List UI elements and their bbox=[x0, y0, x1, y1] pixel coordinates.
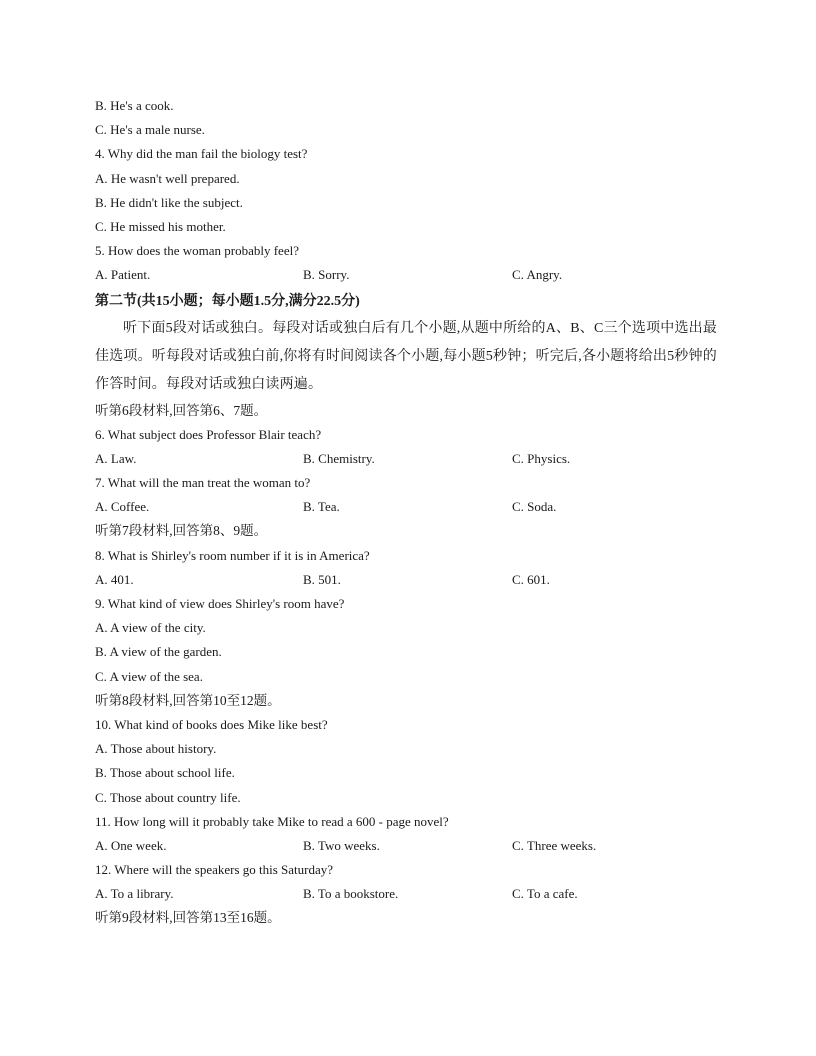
q9-question: 9. What kind of view does Shirley's room have? bbox=[95, 596, 345, 611]
q6-question: 6. What subject does Professor Blair teach? bbox=[95, 426, 322, 442]
material-7-heading: 听第7段材料,回答第8、9题。 bbox=[95, 523, 268, 539]
q7-option-c: C. Soda. bbox=[512, 499, 557, 515]
q5-option-a: A. Patient. bbox=[95, 267, 151, 283]
exam-page bbox=[95, 94, 725, 931]
q4-option-a: A. He wasn't well prepared. bbox=[95, 170, 240, 186]
q5-option-b: B. Sorry. bbox=[303, 267, 350, 283]
q12-option-c: C. To a cafe. bbox=[512, 886, 578, 902]
q11-question: 11. How long will it probably take Mike to read a 600 - page novel? bbox=[95, 813, 449, 829]
q5-option-c: C. Angry. bbox=[512, 267, 563, 283]
q5-options bbox=[95, 263, 725, 287]
q11-options bbox=[95, 834, 725, 858]
q8-option-c: C. 601. bbox=[512, 571, 550, 587]
q10-option-c: C. Those about country life. bbox=[95, 789, 241, 805]
section-title: 第二节(共15小题；每小题1.5分,满分22.5分) bbox=[95, 293, 360, 309]
q4-option-c: C. He missed his mother. bbox=[95, 218, 226, 234]
q5-question: 5. How does the woman probably feel? bbox=[95, 243, 299, 259]
q11-option-b: B. Two weeks. bbox=[303, 837, 380, 853]
q12-option-b: B. To a bookstore. bbox=[303, 886, 399, 902]
material-8-heading: 听第8段材料,回答第10至12题。 bbox=[95, 692, 281, 708]
q11-option-c: C. Three weeks. bbox=[512, 837, 597, 853]
q7-question: 7. What will the man treat the woman to? bbox=[95, 475, 311, 491]
q6-options bbox=[95, 447, 725, 471]
q8-options bbox=[95, 568, 725, 592]
q10-question: 10. What kind of books does Mike like best? bbox=[95, 716, 328, 732]
q12-options bbox=[95, 882, 725, 906]
q3-option-b: B. He's a cook. bbox=[95, 98, 174, 113]
q6-option-c: C. Physics. bbox=[512, 450, 571, 466]
q9-option-a: A. A view of the city. bbox=[95, 620, 206, 636]
q12-option-a: A. To a library. bbox=[95, 886, 174, 902]
q6-option-b: B. Chemistry. bbox=[303, 450, 375, 466]
q4-question: 4. Why did the man fail the biology test? bbox=[95, 146, 308, 162]
q10-option-b: B. Those about school life. bbox=[95, 765, 235, 781]
q7-option-b: B. Tea. bbox=[303, 499, 340, 515]
q8-option-a: A. 401. bbox=[95, 571, 134, 587]
q4-option-b: B. He didn't like the subject. bbox=[95, 194, 243, 210]
q8-option-b: B. 501. bbox=[303, 571, 341, 587]
q7-options bbox=[95, 495, 725, 519]
q7-option-a: A. Coffee. bbox=[95, 499, 150, 515]
material-9-heading: 听第9段材料,回答第13至16题。 bbox=[95, 910, 281, 926]
q6-option-a: A. Law. bbox=[95, 450, 137, 466]
q10-option-a: A. Those about history. bbox=[95, 741, 217, 757]
q3-option-c: C. He's a male nurse. bbox=[95, 122, 205, 138]
section-instructions: 听下面5段对话或独白。每段对话或独白后有几个小题,从题中所给的A、B、C三个选项中选出最佳选项。听每段对话或独白前,你将有时间阅读各个小题,每小题5秒钟；听完后,各小题将给出5秒钟的作答时间。每段对话或独白读两遍。 bbox=[95, 320, 718, 392]
q9-option-c: C. A view of the sea. bbox=[95, 668, 203, 684]
q12-question: 12. Where will the speakers go this Saturday? bbox=[95, 862, 334, 878]
material-6-heading: 听第6段材料,回答第6、7题。 bbox=[95, 402, 268, 418]
q11-option-a: A. One week. bbox=[95, 837, 167, 853]
q9-option-b: B. A view of the garden. bbox=[95, 644, 222, 660]
q8-question: 8. What is Shirley's room number if it is in America? bbox=[95, 547, 370, 563]
